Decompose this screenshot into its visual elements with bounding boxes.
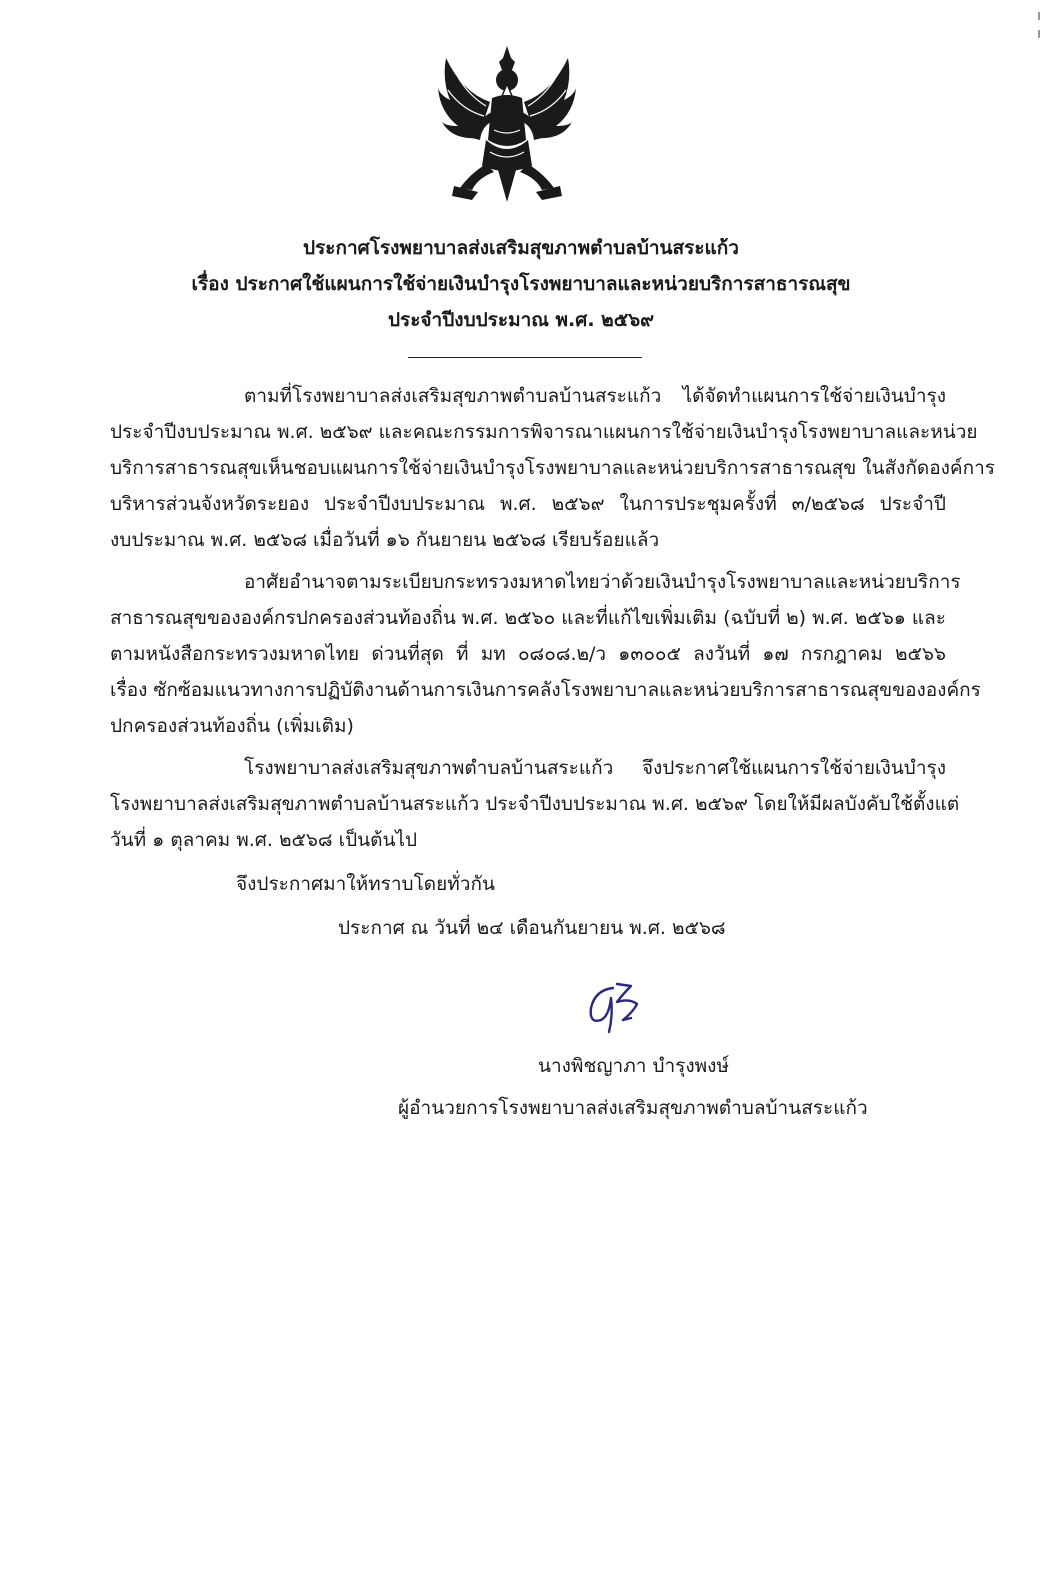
paragraph-2-line-1: อาศัยอำนาจตามระเบียบกระทรวงมหาดไทยว่าด้วยเงินบำรุงโรงพยาบาลและหน่วยบริการ bbox=[244, 571, 961, 593]
garuda-emblem bbox=[432, 40, 582, 210]
announcement-title: ประกาศโรงพยาบาลส่งเสริมสุขภาพตำบลบ้านสระแก้ว bbox=[303, 237, 739, 259]
paragraph-3-line-2: โรงพยาบาลส่งเสริมสุขภาพตำบลบ้านสระแก้ว ประจำปีงบประมาณ พ.ศ. ๒๕๖๙ โดยให้มีผลบังคับใช้ตั้งแต่ bbox=[110, 793, 960, 815]
signatory-position: ผู้อำนวยการโรงพยาบาลส่งเสริมสุขภาพตำบลบ้านสระแก้ว bbox=[398, 1097, 868, 1119]
announcement-subject: เรื่อง ประกาศใช้แผนการใช้จ่ายเงินบำรุงโรงพยาบาลและหน่วยบริการสาธารณสุข bbox=[191, 273, 851, 295]
handwritten-signature bbox=[583, 980, 645, 1038]
scan-edge-mark bbox=[1038, 12, 1040, 20]
paragraph-1-line-2: ประจำปีงบประมาณ พ.ศ. ๒๕๖๙ และคณะกรรมการพิจารณาแผนการใช้จ่ายเงินบำรุงโรงพยาบาลและหน่วย bbox=[110, 421, 978, 443]
paragraph-2-line-2: สาธารณสุขขององค์กรปกครองส่วนท้องถิ่น พ.ศ. ๒๕๖๐ และที่แก้ไขเพิ่มเติม (ฉบับที่ ๒) พ.ศ. ๒๕๖๑ และ bbox=[110, 607, 946, 629]
paragraph-2-line-5: ปกครองส่วนท้องถิ่น (เพิ่มเติม) bbox=[110, 715, 354, 737]
fiscal-year-line: ประจำปีงบประมาณ พ.ศ. ๒๕๖๙ bbox=[387, 309, 655, 331]
paragraph-1-line-1: ตามที่โรงพยาบาลส่งเสริมสุขภาพตำบลบ้านสระแก้ว ได้จัดทำแผนการใช้จ่ายเงินบำรุง bbox=[244, 385, 946, 407]
title-divider bbox=[408, 357, 642, 358]
closing-notice: จึงประกาศมาให้ทราบโดยทั่วกัน bbox=[236, 873, 495, 895]
announcement-date: ประกาศ ณ วันที่ ๒๔ เดือนกันยายน พ.ศ. ๒๕๖๘ bbox=[338, 917, 726, 939]
scan-edge-mark bbox=[1038, 30, 1040, 38]
paragraph-3-line-1: โรงพยาบาลส่งเสริมสุขภาพตำบลบ้านสระแก้ว จึงประกาศใช้แผนการใช้จ่ายเงินบำรุง bbox=[244, 757, 946, 779]
paragraph-1-line-5: งบประมาณ พ.ศ. ๒๕๖๘ เมื่อวันที่ ๑๖ กันยายน ๒๕๖๘ เรียบร้อยแล้ว bbox=[110, 529, 660, 551]
paragraph-3-line-3: วันที่ ๑ ตุลาคม พ.ศ. ๒๕๖๘ เป็นต้นไป bbox=[110, 829, 418, 851]
paragraph-1-line-3: บริการสาธารณสุขเห็นชอบแผนการใช้จ่ายเงินบำรุงโรงพยาบาลและหน่วยบริการสาธารณสุข ในสังกัดองค์การ bbox=[110, 457, 995, 479]
paragraph-2-line-4: เรื่อง ซักซ้อมแนวทางการปฏิบัติงานด้านการเงินการคลังโรงพยาบาลและหน่วยบริการสาธารณสุขขององค์กร bbox=[110, 679, 981, 701]
paragraph-2-line-3: ตามหนังสือกระทรวงมหาดไทย ด่วนที่สุด ที่ มท ๐๘๐๘.๒/ว ๑๓๐๐๕ ลงวันที่ ๑๗ กรกฎาคม ๒๕๖๖ bbox=[110, 643, 946, 665]
signatory-name: นางพิชญาภา บำรุงพงษ์ bbox=[538, 1055, 729, 1077]
paragraph-1-line-4: บริหารส่วนจังหวัดระยอง ประจำปีงบประมาณ พ.ศ. ๒๕๖๙ ในการประชุมครั้งที่ ๓/๒๕๖๘ ประจำปี bbox=[110, 493, 946, 515]
